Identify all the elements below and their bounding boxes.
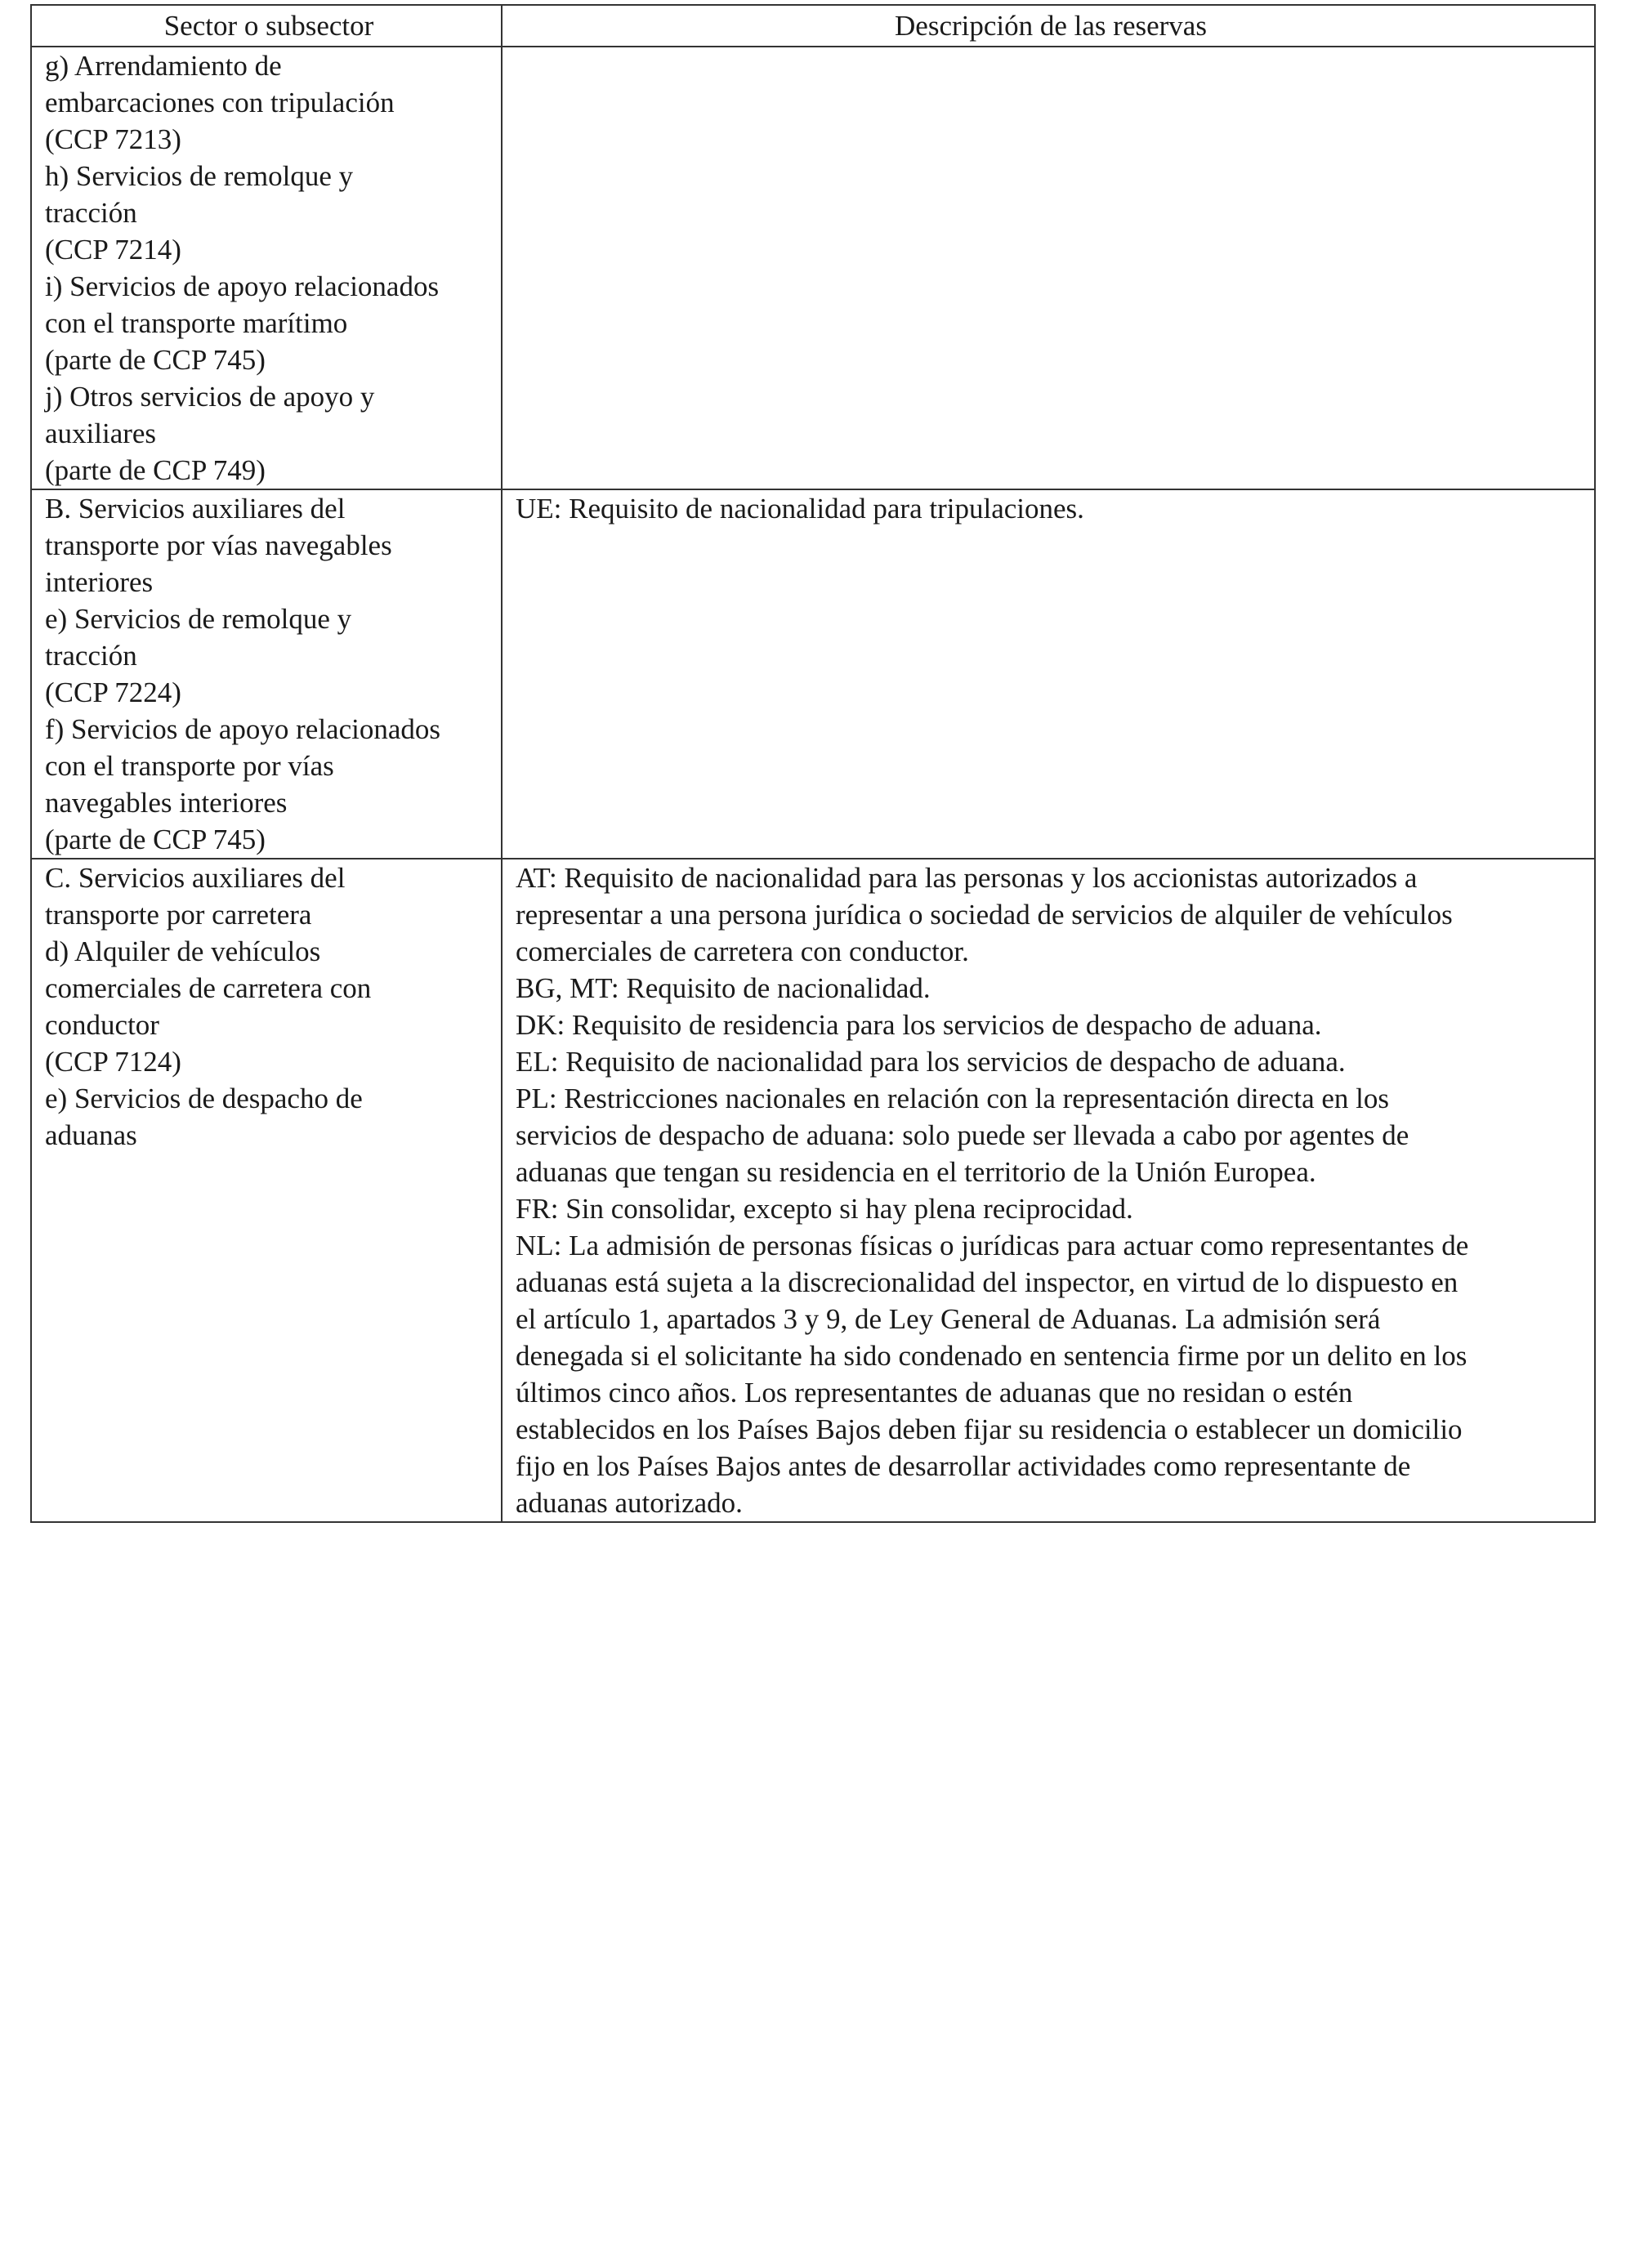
sector-line: embarcaciones con tripulación	[45, 87, 395, 118]
description-line: aduanas está sujeta a la discrecionalidad del inspector, en virtud de lo dispuesto en	[516, 1266, 1458, 1298]
description-line: FR: Sin consolidar, excepto si hay plena reciprocidad.	[516, 1193, 1133, 1225]
sector-line: i) Servicios de apoyo relacionados	[45, 270, 440, 302]
sector-line: (CCP 7124)	[45, 1046, 181, 1078]
sector-line: navegables interiores	[45, 787, 288, 819]
sector-line: transporte por vías navegables	[45, 529, 392, 561]
sector-line: interiores	[45, 566, 154, 598]
description-line: establecidos en los Países Bajos deben fijar su residencia o establecer un domicilio	[516, 1413, 1463, 1445]
sector-line: conductor	[45, 1009, 159, 1041]
sector-line: C. Servicios auxiliares del	[45, 862, 346, 894]
description-cell	[502, 47, 1595, 489]
sector-line: auxiliares	[45, 417, 157, 449]
description-line: representar a una persona jurídica o sociedad de servicios de alquiler de vehículos	[516, 899, 1453, 931]
sector-line: con el transporte marítimo	[45, 307, 348, 339]
description-line: denegada si el solicitante ha sido condenado en sentencia firme por un delito en los	[516, 1340, 1467, 1372]
sector-line: e) Servicios de despacho de	[45, 1083, 363, 1114]
sector-line: e) Servicios de remolque y	[45, 603, 352, 635]
description-line: últimos cinco años. Los representantes de aduanas que no residan o estén	[516, 1377, 1353, 1409]
description-line: el artículo 1, apartados 3 y 9, de Ley General de Aduanas. La admisión será	[516, 1303, 1381, 1335]
sector-line: (parte de CCP 749)	[45, 454, 266, 486]
table-row	[31, 47, 1595, 489]
sector-line: (parte de CCP 745)	[45, 344, 266, 376]
sector-line: f) Servicios de apoyo relacionados	[45, 713, 441, 745]
table-body	[31, 47, 1595, 1522]
sector-line: transporte por carretera	[45, 899, 312, 931]
sector-line: (CCP 7224)	[45, 676, 181, 708]
column-header-sector: Sector o subsector	[31, 5, 502, 47]
sector-line: j) Otros servicios de apoyo y	[45, 381, 375, 413]
description-cell	[502, 489, 1595, 859]
sector-line: (CCP 7214)	[45, 234, 181, 266]
description-line: comerciales de carretera con conductor.	[516, 935, 969, 967]
description-line: PL: Restricciones nacionales en relación con la representación directa en los	[516, 1083, 1390, 1114]
description-line: DK: Requisito de residencia para los servicios de despacho de aduana.	[516, 1009, 1322, 1041]
sector-line: B. Servicios auxiliares del	[45, 493, 346, 525]
column-header-description: Descripción de las reservas	[502, 5, 1595, 47]
description-line: aduanas que tengan su residencia en el territorio de la Unión Europea.	[516, 1156, 1316, 1188]
description-line: NL: La admisión de personas físicas o jurídicas para actuar como representantes de	[516, 1230, 1469, 1261]
sector-line: con el transporte por vías	[45, 750, 334, 782]
sector-line: (CCP 7213)	[45, 123, 181, 155]
sector-cell	[31, 47, 502, 489]
sector-line: aduanas	[45, 1119, 137, 1151]
description-line: fijo en los Países Bajos antes de desarrollar actividades como representante de	[516, 1450, 1411, 1482]
sector-line: tracción	[45, 640, 137, 672]
description-line: EL: Requisito de nacionalidad para los servicios de despacho de aduana.	[516, 1046, 1346, 1078]
description-cell	[502, 859, 1595, 1522]
sector-cell	[31, 859, 502, 1522]
sector-line: (parte de CCP 745)	[45, 824, 266, 855]
table-row	[31, 489, 1595, 859]
sector-line: comerciales de carretera con	[45, 972, 372, 1004]
description-line: UE: Requisito de nacionalidad para tripulaciones.	[516, 493, 1084, 525]
description-line: servicios de despacho de aduana: solo puede ser llevada a cabo por agentes de	[516, 1119, 1409, 1151]
description-line: AT: Requisito de nacionalidad para las personas y los accionistas autorizados a	[516, 862, 1418, 894]
sector-line: h) Servicios de remolque y	[45, 160, 354, 192]
sector-cell	[31, 489, 502, 859]
table-row	[31, 859, 1595, 1522]
sector-line: tracción	[45, 197, 137, 229]
sector-line: g) Arrendamiento de	[45, 50, 282, 82]
description-line: aduanas autorizado.	[516, 1487, 743, 1519]
reserves-table	[30, 4, 1596, 1523]
description-line: BG, MT: Requisito de nacionalidad.	[516, 972, 931, 1004]
sector-line: d) Alquiler de vehículos	[45, 935, 321, 967]
table-header-row	[31, 5, 1595, 47]
